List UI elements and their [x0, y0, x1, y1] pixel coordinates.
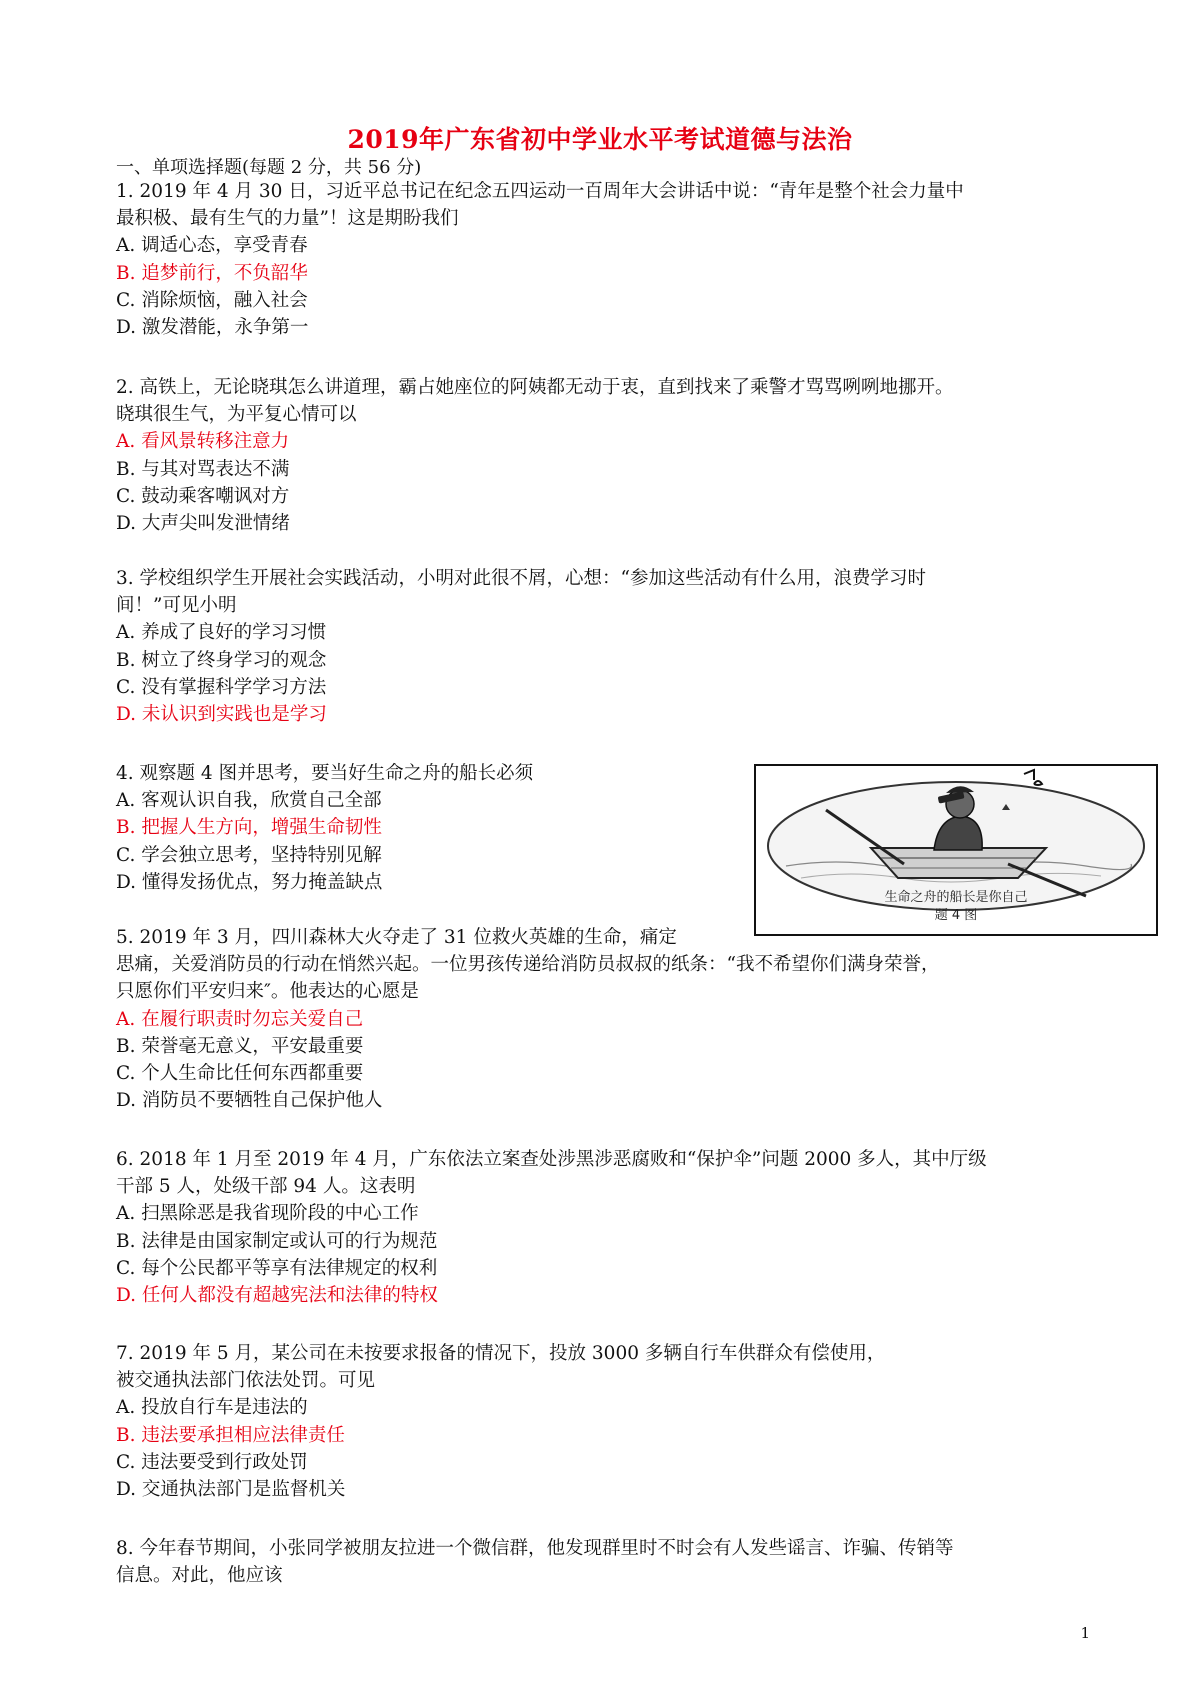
question-7 [116, 1340, 885, 1503]
option-c: C. 没有掌握科学学习方法 [116, 676, 327, 698]
option-a: A. 客观认识自我，欣赏自己全部 [116, 790, 382, 812]
option-c: C. 个人生命比任何东西都重要 [116, 1063, 364, 1085]
option-d: D. 大声尖叫发泄情绪 [116, 513, 290, 535]
question-line: 5. 2019 年 3 月，四川森林大火夺走了 31 位救火英雄的生命，痛定 [116, 927, 677, 948]
option-d: D. 交通执法部门是监督机关 [116, 1479, 346, 1501]
question-line: 2. 高铁上，无论晓琪怎么讲道理，霸占她座位的阿姨都无动于衷，直到找来了乘警才骂骂咧咧地挪开。 [116, 377, 954, 398]
option-a: A. 养成了良好的学习习惯 [116, 622, 327, 644]
option-b: B. 树立了终身学习的观念 [116, 649, 327, 671]
question-line: 3. 学校组织学生开展社会实践活动，小明对此很不屑，心想：“参加这些活动有什么用，浪费学习时 [116, 568, 926, 589]
option-d: D. 激发潜能，永争第一 [116, 317, 309, 339]
question-line: 只愿你们平安归来″。他表达的心愿是 [116, 981, 419, 1003]
question-line: 8. 今年春节期间，小张同学被朋友拉进一个微信群，他发现群里时不时会有人发些谣言、诈骗、传销等 [116, 1538, 954, 1559]
question-1 [116, 178, 964, 341]
figure-label: 题 4 图 [934, 908, 978, 923]
question-line: 思痛，关爱消防员的行动在悄然兴起。一位男孩传递给消防员叔叔的纸条：“我不希望你们满身荣誉， [116, 954, 940, 976]
section-heading: 一、单项选择题(每题 2 分，共 56 分) [116, 157, 422, 178]
option-a: A. 在履行职责时勿忘关爱自己 [116, 1008, 364, 1030]
option-a: A. 调适心态，享受青春 [116, 235, 308, 257]
page-number: 1 [1080, 1624, 1090, 1642]
question-line: 间！”可见小明 [116, 595, 237, 617]
option-b: B. 与其对骂表达不满 [116, 458, 290, 480]
option-c: C. 消除烦恼，融入社会 [116, 289, 308, 311]
question-line: 1. 2019 年 4 月 30 日，习近平总书记在纪念五四运动一百周年大会讲话中说：“青年是整个社会力量中 [116, 181, 964, 202]
question-line: 6. 2018 年 1 月至 2019 年 4 月，广东依法立案查处涉黑涉恶腐败和“保护伞”问题 2000 多人，其中厅级 [116, 1149, 987, 1170]
option-c: C. 鼓动乘客嘲讽对方 [116, 485, 290, 507]
question-6 [116, 1146, 987, 1309]
option-b: B. 法律是由国家制定或认可的行为规范 [116, 1230, 438, 1252]
option-a: A. 扫黑除恶是我省现阶段的中心工作 [116, 1203, 419, 1225]
question-line: 4. 观察题 4 图并思考，要当好生命之舟的船长必须 [116, 763, 534, 784]
option-d: D. 任何人都没有超越宪法和法律的特权 [116, 1285, 438, 1307]
option-c: C. 学会独立思考，坚持特别见解 [116, 844, 382, 866]
question-5 [116, 924, 939, 1114]
question-4 [116, 760, 533, 896]
option-b: B. 把握人生方向，增强生命韧性 [116, 817, 382, 839]
question-3 [116, 565, 926, 728]
option-d: D. 消防员不要牺牲自己保护他人 [116, 1090, 383, 1112]
question-4-figure [754, 764, 1158, 936]
option-a: A. 投放自行车是违法的 [116, 1397, 308, 1419]
option-c: C. 每个公民都平等享有法律规定的权利 [116, 1257, 438, 1279]
question-line: 被交通执法部门依法处罚。可见 [116, 1370, 376, 1392]
option-d: D. 懂得发扬优点，努力掩盖缺点 [116, 871, 383, 893]
question-2 [116, 374, 954, 537]
option-a: A. 看风景转移注意力 [116, 431, 290, 453]
option-b: B. 违法要承担相应法律责任 [116, 1424, 345, 1446]
page-title: 2019年广东省初中学业水平考试道德与法治 [347, 125, 853, 154]
option-d: D. 未认识到实践也是学习 [116, 704, 327, 726]
option-b: B. 荣誉毫无意义，平安最重要 [116, 1035, 364, 1057]
question-line: 信息。对此，他应该 [116, 1565, 283, 1587]
option-b: B. 追梦前行，不负韶华 [116, 262, 308, 284]
figure-caption: 生命之舟的船长是你自己 [884, 890, 1028, 905]
question-line: 7. 2019 年 5 月，某公司在未按要求报备的情况下，投放 3000 多辆自行车供群众有偿使用， [116, 1343, 886, 1364]
question-8 [116, 1535, 954, 1589]
question-line: 最积极、最有生气的力量”！这是期盼我们 [116, 208, 459, 230]
question-line: 晓琪很生气，为平复心情可以 [116, 404, 357, 426]
option-c: C. 违法要受到行政处罚 [116, 1451, 308, 1473]
question-line: 干部 5 人，处级干部 94 人。这表明 [116, 1176, 416, 1198]
